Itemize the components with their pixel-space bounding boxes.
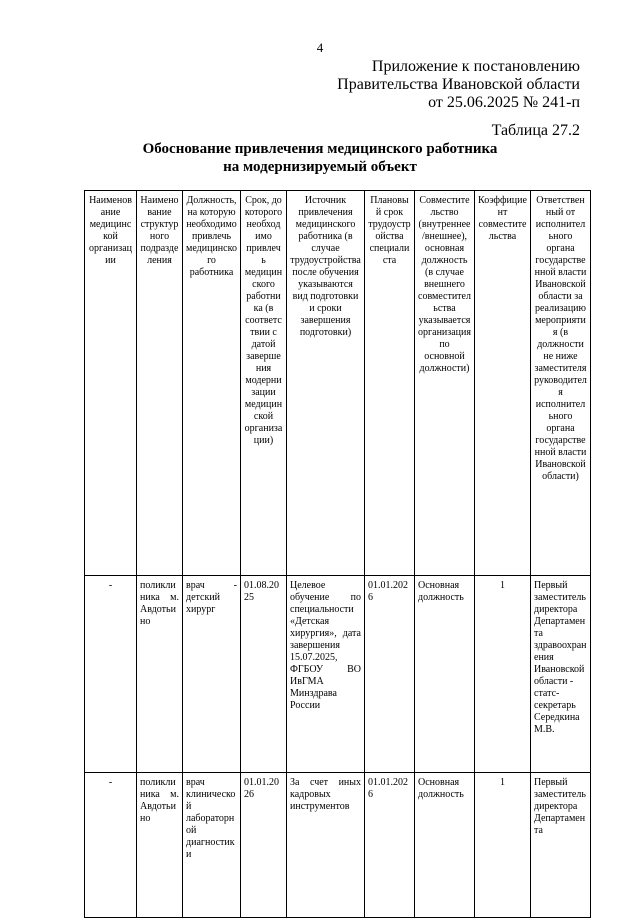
column-header: Срок, до которого необходимо привлечь медицинского работника (в соответствии с датой завершения модернизации медицинской организации) — [241, 191, 287, 576]
cell-planned: 01.01.2026 — [365, 576, 415, 773]
column-header: Наименование медицинской организации — [85, 191, 137, 576]
title-line: на модернизируемый объект — [223, 159, 417, 175]
title-line: Обоснование привлечения медицинского работника — [142, 141, 498, 157]
cell-coef: 1 — [475, 773, 531, 918]
column-header: Должность, на которую необходимо привлечь медицинского работника — [183, 191, 241, 576]
appendix-note — [337, 58, 580, 112]
column-header: Плановый срок трудоустройства специалиста — [365, 191, 415, 576]
table-header-row — [85, 191, 591, 576]
column-header: Источник привлечения медицинского работника (в случае трудоустройства после обучения указываются вид подготовки и сроки завершения подготовки) — [287, 191, 365, 576]
cell-deadline: 01.01.2026 — [241, 773, 287, 918]
cell-combination: Основная должность — [415, 773, 475, 918]
table-label: Таблица 27.2 — [491, 122, 580, 139]
column-header: Наименование структурного подразделения — [137, 191, 183, 576]
cell-source: Целевое обучение по специальности «Детская хирургия», дата завершения 15.07.2025, ФГБОУ ВО ИвГМА Минздрава России — [287, 576, 365, 773]
column-header: Ответственный от исполнительного органа государственной власти Ивановской области за реализацию мероприятия (в должности не ниже заместителя руководителя исполнительного органа государственной власти Ивановской области) — [531, 191, 591, 576]
cell-org: - — [85, 576, 137, 773]
document-title — [90, 140, 550, 176]
cell-source: За счет иных кадровых инструментов — [287, 773, 365, 918]
cell-unit: поликлиника м. Авдотьино — [137, 576, 183, 773]
cell-unit: поликлиника м. Авдотьино — [137, 773, 183, 918]
cell-position: врач - детский хирург — [183, 576, 241, 773]
cell-org: - — [85, 773, 137, 918]
appendix-line: Приложение к постановлению — [371, 58, 580, 75]
cell-responsible: Первый заместитель директора Департамента здравоохранения Ивановской области - статс-секретарь Середкина М.В. — [531, 576, 591, 773]
page-number: 4 — [316, 40, 324, 55]
cell-position: врач клинической лабораторной диагностики — [183, 773, 241, 918]
cell-coef: 1 — [475, 576, 531, 773]
cell-combination: Основная должность — [415, 576, 475, 773]
appendix-line: Правительства Ивановской области — [337, 76, 580, 93]
column-header: Коэффициент совместительства — [475, 191, 531, 576]
column-header: Совместительство (внутреннее/внешнее), основная должность (в случае внешнего совместительства указывается организация по основной должности) — [415, 191, 475, 576]
staffing-table — [84, 190, 591, 918]
table-row — [85, 576, 591, 773]
appendix-line: от 25.06.2025 № 241-п — [428, 94, 580, 111]
cell-responsible: Первый заместитель директора Департамента — [531, 773, 591, 918]
cell-deadline: 01.08.2025 — [241, 576, 287, 773]
table-row — [85, 773, 591, 918]
cell-planned: 01.01.2026 — [365, 773, 415, 918]
